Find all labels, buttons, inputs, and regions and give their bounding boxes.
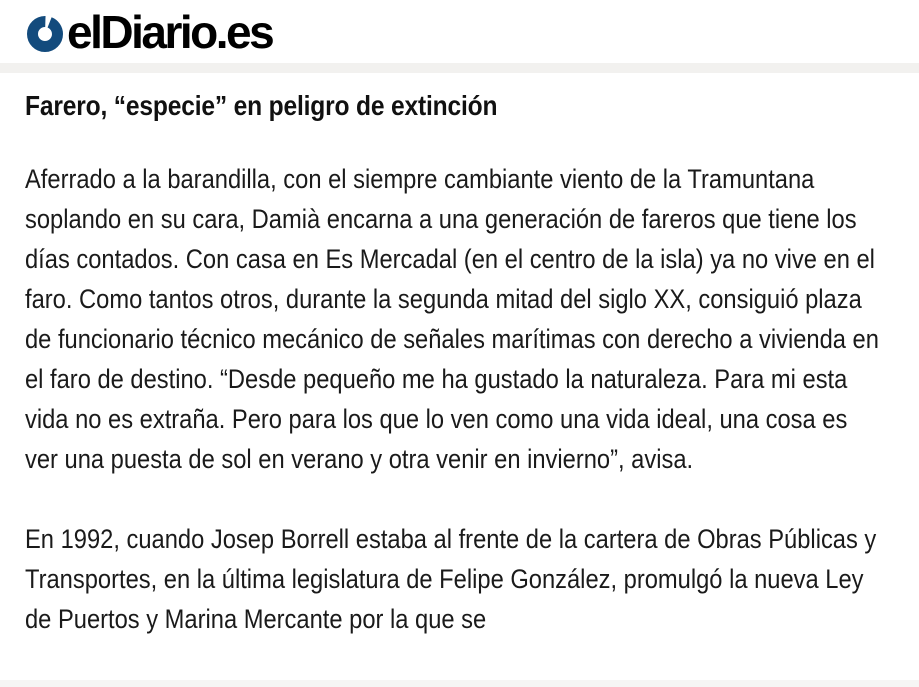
site-logo[interactable] (25, 5, 273, 58)
site-header (0, 0, 919, 63)
article-paragraph-2: En 1992, cuando Josep Borrell estaba al frente de la cartera de Obras Públicas y Transportes, en la última legislatura de Felipe González, promulgó la nueva Ley de Puertos y Marina Mercante por la que se (25, 524, 877, 634)
header-divider-bar (0, 63, 919, 73)
bottom-strip (0, 680, 919, 687)
logo-wordmark: elDiario.es (67, 5, 273, 58)
article-paragraph-1: Aferrado a la barandilla, con el siempre cambiante viento de la Tramuntana soplando en su cara, Damià encarna a una generación de fareros que tiene los días contados. Con casa en Es Mercadal (en el centro de la isla) ya no vive en el faro. Como tantos otros, durante la segunda mitad del siglo XX, consiguió plaza de funcionario técnico mecánico de señales marítimas con derecho a vivienda en el faro de destino. “Desde pequeño me ha gustado la naturaleza. Para mi esta vida no es extraña. Pero para los que lo ven como una vida ideal, una cosa es ver una puesta de sol en verano y otra venir en invierno”, avisa. (25, 164, 879, 474)
article-body (25, 89, 885, 639)
article-headline: Farero, “especie” en peligro de extinción (25, 90, 498, 121)
eldiario-ring-icon (25, 13, 65, 53)
